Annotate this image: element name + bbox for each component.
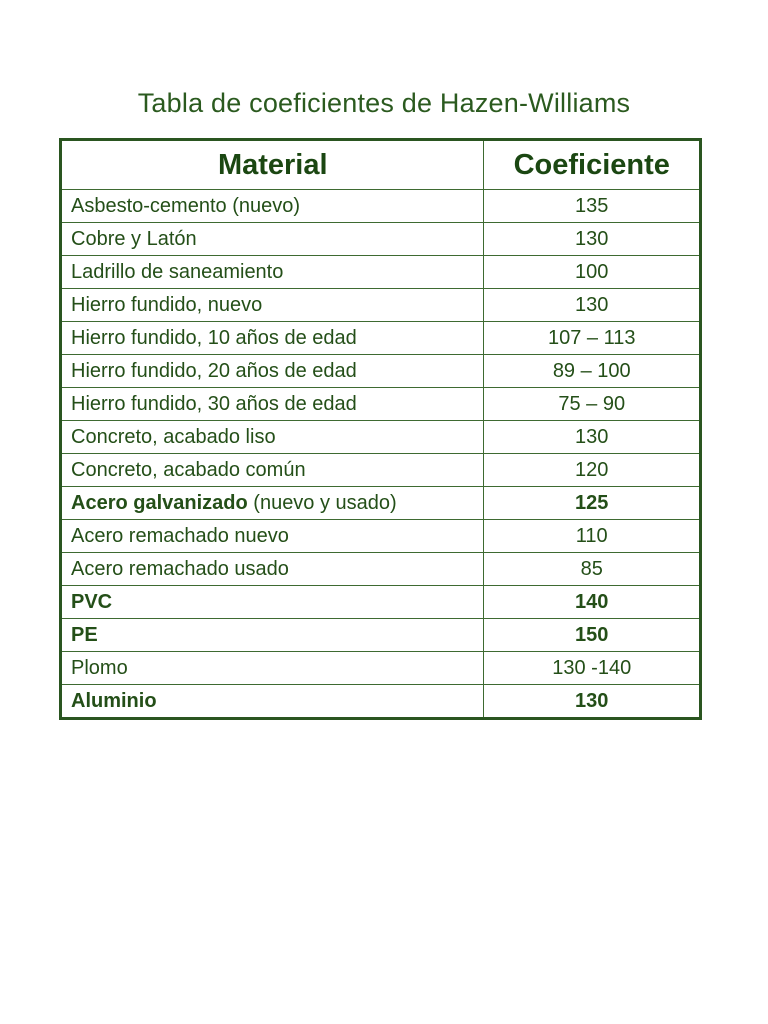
coefficient-cell: 85 (484, 553, 701, 586)
material-cell (61, 223, 484, 256)
material-cell (61, 388, 484, 421)
material-cell (61, 190, 484, 223)
coefficient-cell: 130 (484, 289, 701, 322)
table-body (61, 190, 701, 719)
material-cell (61, 256, 484, 289)
table-row (61, 520, 701, 553)
material-cell (61, 322, 484, 355)
material-name: Hierro fundido, 10 años de edad (71, 327, 357, 349)
material-cell (61, 421, 484, 454)
coefficient-cell: 110 (484, 520, 701, 553)
material-cell (61, 652, 484, 685)
table-row (61, 652, 701, 685)
table-row (61, 355, 701, 388)
material-name: Plomo (71, 657, 128, 679)
table-row (61, 190, 701, 223)
material-name: Hierro fundido, 20 años de edad (71, 360, 357, 382)
material-cell (61, 619, 484, 652)
coefficient-cell: 130 (484, 421, 701, 454)
material-cell (61, 520, 484, 553)
coefficient-cell: 120 (484, 454, 701, 487)
material-name: PE (71, 624, 98, 646)
table-row (61, 685, 701, 719)
table-row (61, 487, 701, 520)
coefficient-cell: 130 -140 (484, 652, 701, 685)
coefficient-cell: 100 (484, 256, 701, 289)
material-name: Acero galvanizado (71, 492, 248, 514)
table-row (61, 421, 701, 454)
coefficient-cell: 130 (484, 223, 701, 256)
material-name: Concreto, acabado común (71, 459, 306, 481)
table-row (61, 289, 701, 322)
table-header-row (61, 140, 701, 190)
material-name: PVC (71, 591, 113, 613)
coefficient-cell: 140 (484, 586, 701, 619)
table-row (61, 256, 701, 289)
table-row (61, 619, 701, 652)
coefficient-cell: 125 (484, 487, 701, 520)
material-cell (61, 685, 484, 719)
table-row (61, 454, 701, 487)
material-name: Ladrillo de saneamiento (71, 261, 284, 283)
material-cell (61, 355, 484, 388)
material-name: Aluminio (71, 690, 157, 712)
coefficient-cell: 89 – 100 (484, 355, 701, 388)
table-row (61, 553, 701, 586)
material-name: Hierro fundido, nuevo (71, 294, 263, 316)
material-name: Acero remachado usado (71, 558, 289, 580)
material-name: Asbesto-cemento (nuevo) (71, 195, 301, 217)
table-row (61, 322, 701, 355)
material-note: (nuevo y usado) (253, 492, 397, 514)
header-material: Material (61, 140, 484, 190)
coefficient-cell: 135 (484, 190, 701, 223)
coefficient-cell: 130 (484, 685, 701, 719)
coefficient-cell: 75 – 90 (484, 388, 701, 421)
page-title: Tabla de coeficientes de Hazen-Williams (137, 88, 631, 118)
material-cell (61, 487, 484, 520)
material-name: Acero remachado nuevo (71, 525, 289, 547)
table-row (61, 586, 701, 619)
coefficient-cell: 107 – 113 (484, 322, 701, 355)
material-name: Cobre y Latón (71, 228, 197, 250)
material-cell (61, 553, 484, 586)
material-name: Concreto, acabado liso (71, 426, 276, 448)
coefficient-cell: 150 (484, 619, 701, 652)
table-row (61, 388, 701, 421)
material-name: Hierro fundido, 30 años de edad (71, 393, 357, 415)
material-cell (61, 586, 484, 619)
coefficients-table (59, 138, 702, 720)
material-cell (61, 454, 484, 487)
header-coeficiente: Coeficiente (484, 140, 701, 190)
table-row (61, 223, 701, 256)
material-cell (61, 289, 484, 322)
